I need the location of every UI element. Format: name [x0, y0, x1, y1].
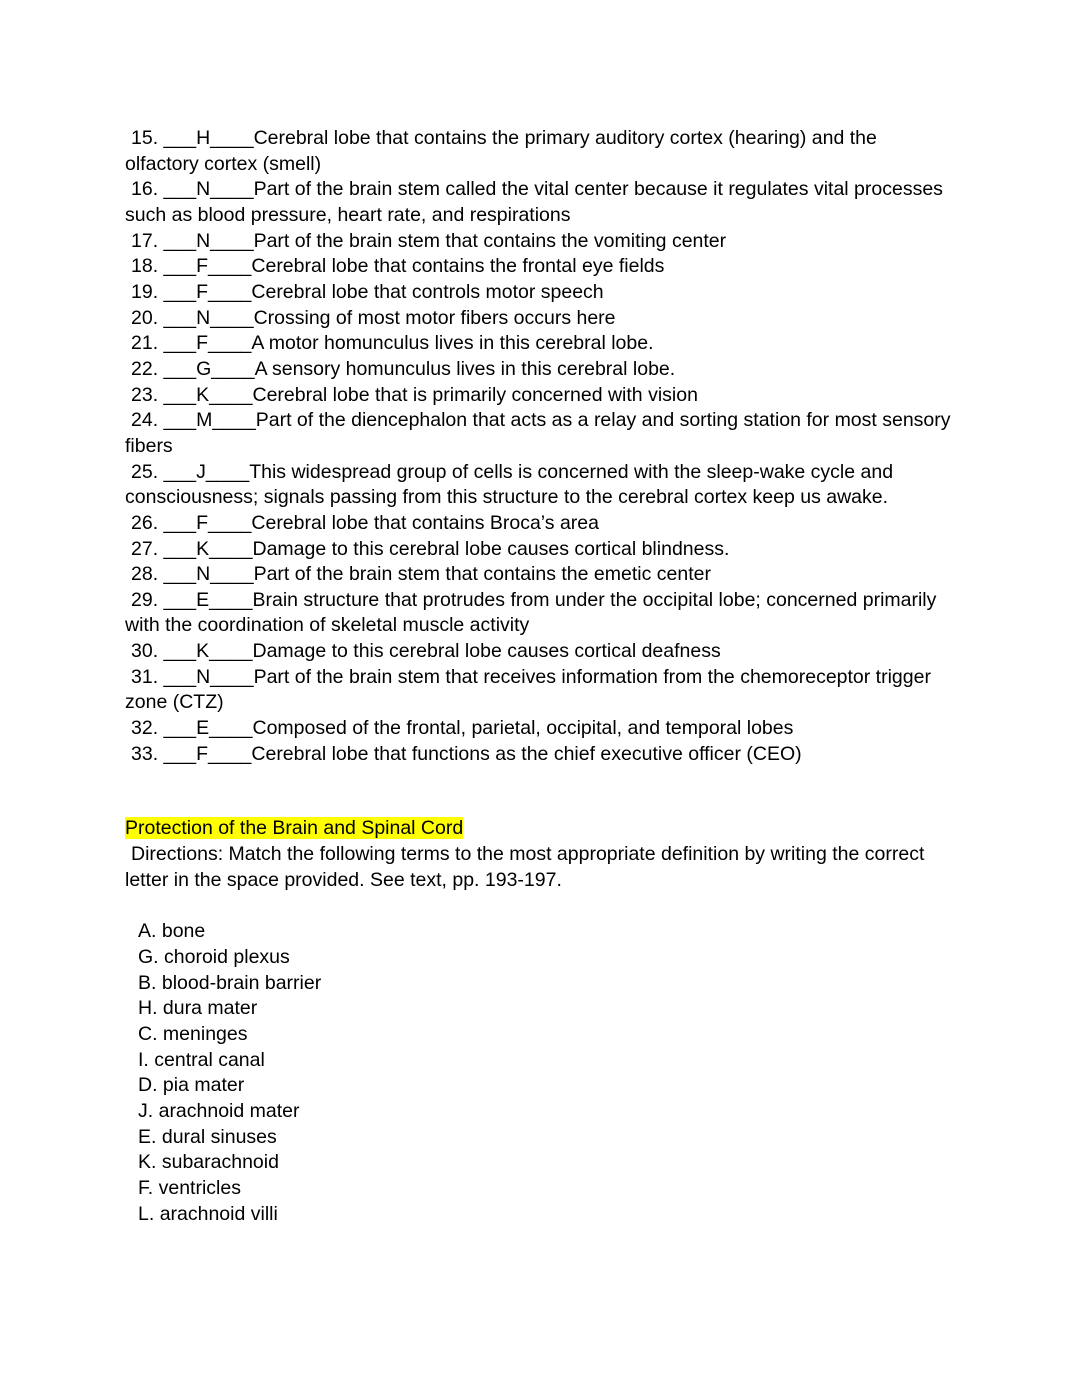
item-definition: Part of the brain stem that contains the emetic center: [253, 563, 711, 586]
answer-blank-before: ___: [163, 537, 197, 560]
answer-blank-after: ____: [208, 255, 252, 278]
term-text: bone: [161, 920, 206, 943]
item-number: 25.: [131, 460, 159, 483]
term-text: dura mater: [162, 997, 258, 1020]
answer-blank-after: ____: [209, 588, 253, 611]
item-number: 29.: [131, 588, 159, 611]
item-number: 22.: [131, 357, 159, 380]
answer-blank-before: ___: [163, 178, 197, 201]
item-number: 32.: [131, 717, 159, 740]
matching-item: [125, 665, 953, 716]
answer-letter: F: [196, 742, 208, 765]
term-item: [125, 971, 953, 997]
item-number: 15.: [131, 127, 159, 149]
matching-item: [125, 126, 953, 177]
matching-item: [125, 562, 953, 588]
item-number: 30.: [131, 640, 159, 663]
item-definition: Damage to this cerebral lobe causes cortical deafness: [252, 640, 721, 663]
term-letter: A.: [138, 920, 157, 943]
item-definition: Part of the brain stem that receives information from the chemoreceptor trigger zone (CTZ): [125, 665, 931, 714]
answer-blank-before: ___: [163, 280, 197, 303]
term-letter: H.: [138, 997, 158, 1020]
term-letter: I.: [138, 1048, 149, 1071]
answer-blank-before: ___: [163, 511, 197, 534]
item-definition: Cerebral lobe that is primarily concerned with vision: [252, 383, 698, 406]
term-item: [125, 1176, 953, 1202]
answer-blank-before: ___: [163, 588, 197, 611]
item-definition: Cerebral lobe that controls motor speech: [251, 280, 604, 303]
answer-letter: N: [196, 665, 211, 688]
answer-blank-before: ___: [163, 640, 197, 663]
term-letter: K.: [138, 1151, 157, 1174]
matching-item: [125, 716, 953, 742]
term-text: dural sinuses: [161, 1125, 277, 1148]
term-letter: C.: [138, 1023, 158, 1045]
item-definition: Cerebral lobe that contains the primary auditory cortex (hearing) and the olfactory cortex (smell): [125, 127, 877, 175]
answer-blank-before: ___: [163, 255, 197, 278]
answer-blank-after: ____: [209, 640, 253, 663]
term-letter: D.: [138, 1074, 158, 1097]
answer-letter: G: [196, 357, 212, 380]
answer-blank-before: ___: [163, 332, 197, 355]
term-item: [125, 945, 953, 971]
document-content: [125, 126, 953, 1227]
item-definition: Composed of the frontal, parietal, occipital, and temporal lobes: [252, 717, 794, 740]
term-item: [125, 1202, 953, 1228]
matching-item: [125, 331, 953, 357]
item-number: 17.: [131, 229, 159, 252]
item-definition: Crossing of most motor fibers occurs here: [253, 306, 616, 329]
answer-letter: K: [196, 640, 210, 663]
answer-letter: E: [196, 717, 210, 740]
answer-blank-after: ____: [211, 357, 255, 380]
answer-letter: F: [196, 511, 208, 534]
item-definition: Part of the diencephalon that acts as a relay and sorting station for most sensory fibers: [125, 409, 951, 457]
answer-blank-after: ____: [210, 563, 254, 586]
term-letter: L.: [138, 1202, 155, 1225]
term-item: [125, 1099, 953, 1125]
term-letter: E.: [138, 1125, 157, 1148]
answer-blank-after: ____: [210, 665, 254, 688]
term-letter: J.: [138, 1099, 154, 1122]
item-number: 21.: [131, 332, 159, 355]
matching-item: [125, 357, 953, 383]
terms-list: [125, 919, 953, 1227]
term-letter: B.: [138, 971, 157, 994]
item-number: 20.: [131, 306, 159, 329]
item-definition: This widespread group of cells is concerned with the sleep-wake cycle and consciousness; signals passing from this structure to the cerebral cortex keep us awake.: [125, 460, 894, 509]
answer-letter: N: [196, 563, 211, 586]
answer-letter: N: [196, 178, 211, 201]
term-item: [125, 1022, 953, 1048]
item-number: 18.: [131, 255, 159, 278]
answer-blank-before: ___: [163, 306, 197, 329]
term-text: central canal: [154, 1048, 265, 1071]
matching-item: [125, 229, 953, 255]
matching-item: [125, 588, 953, 639]
answer-blank-before: ___: [163, 563, 197, 586]
answer-letter: J: [196, 460, 206, 483]
answer-blank-after: ____: [210, 178, 254, 201]
answer-letter: F: [196, 255, 208, 278]
answer-blank-before: ___: [163, 460, 197, 483]
answer-letter: K: [196, 537, 210, 560]
item-number: 26.: [131, 511, 159, 534]
term-text: arachnoid mater: [158, 1099, 300, 1122]
term-item: [125, 919, 953, 945]
item-definition: Part of the brain stem that contains the vomiting center: [253, 229, 727, 252]
term-item: [125, 996, 953, 1022]
term-item: [125, 1150, 953, 1176]
answer-letter: K: [196, 383, 210, 406]
item-number: 16.: [131, 178, 159, 201]
answer-letter: F: [196, 280, 208, 303]
answer-blank-before: ___: [163, 409, 197, 432]
term-item: [125, 1073, 953, 1099]
item-definition: Cerebral lobe that contains the frontal eye fields: [251, 255, 665, 278]
answer-blank-after: ____: [210, 229, 254, 252]
answer-blank-before: ___: [163, 229, 197, 252]
answer-blank-before: ___: [163, 127, 197, 149]
answer-letter: F: [196, 332, 208, 355]
term-text: meninges: [162, 1023, 248, 1045]
item-number: 33.: [131, 742, 159, 765]
item-definition: A sensory homunculus lives in this cerebral lobe.: [254, 357, 676, 380]
term-text: blood-brain barrier: [161, 971, 322, 994]
answer-blank-after: ____: [210, 127, 254, 149]
answer-blank-before: ___: [163, 665, 197, 688]
item-number: 28.: [131, 563, 159, 586]
section-directions: Directions: Match the following terms to the most appropriate definition by writing the correct letter in the space provided. See text, pp. 193-197.: [125, 843, 925, 891]
item-number: 19.: [131, 280, 159, 303]
answer-blank-after: ____: [208, 332, 252, 355]
item-number: 31.: [131, 665, 159, 688]
matching-item: [125, 306, 953, 332]
matching-item: [125, 177, 953, 228]
item-definition: Cerebral lobe that contains Broca’s area: [251, 511, 599, 534]
answer-blank-after: ____: [205, 460, 250, 483]
matching-items-list: [125, 126, 953, 767]
answer-letter: N: [196, 306, 211, 329]
term-item: [125, 1125, 953, 1151]
item-definition: A motor homunculus lives in this cerebral lobe.: [251, 332, 654, 355]
answer-blank-after: ____: [208, 511, 252, 534]
matching-item: [125, 511, 953, 537]
answer-blank-before: ___: [163, 742, 197, 765]
answer-blank-before: ___: [163, 383, 197, 406]
answer-letter: M: [196, 409, 213, 432]
answer-blank-after: ____: [212, 409, 256, 432]
matching-item: [125, 383, 953, 409]
section-heading: [125, 816, 953, 842]
item-number: 24.: [131, 409, 159, 432]
answer-blank-before: ___: [163, 357, 197, 380]
matching-item: [125, 254, 953, 280]
term-text: subarachnoid: [161, 1151, 279, 1174]
matching-item: [125, 280, 953, 306]
term-item: [125, 1048, 953, 1074]
term-text: pia mater: [162, 1074, 245, 1097]
term-text: choroid plexus: [164, 946, 290, 969]
answer-blank-after: ____: [210, 306, 254, 329]
item-definition: Damage to this cerebral lobe causes cortical blindness.: [252, 537, 730, 560]
term-text: ventricles: [158, 1176, 241, 1199]
item-number: 27.: [131, 537, 159, 560]
item-number: 23.: [131, 383, 159, 406]
answer-letter: N: [196, 229, 211, 252]
matching-item: [125, 742, 953, 768]
answer-blank-after: ____: [208, 742, 252, 765]
matching-item: [125, 408, 953, 459]
item-definition: Brain structure that protrudes from under the occipital lobe; concerned primarily with the coordination of skeletal muscle activity: [125, 588, 937, 637]
matching-item: [125, 460, 953, 511]
term-text: arachnoid villi: [159, 1202, 278, 1225]
answer-blank-before: ___: [163, 717, 197, 740]
item-definition: Cerebral lobe that functions as the chief executive officer (CEO): [251, 742, 802, 765]
matching-item: [125, 639, 953, 665]
answer-blank-after: ____: [209, 717, 253, 740]
answer-blank-after: ____: [209, 537, 253, 560]
answer-blank-after: ____: [209, 383, 253, 406]
answer-letter: E: [196, 588, 210, 611]
answer-blank-after: ____: [208, 280, 252, 303]
highlighted-heading: Protection of the Brain and Spinal Cord: [125, 817, 464, 840]
matching-item: [125, 537, 953, 563]
answer-letter: H: [196, 127, 211, 149]
term-letter: G.: [138, 946, 159, 969]
item-definition: Part of the brain stem called the vital center because it regulates vital processes such as blood pressure, heart rate, and respirations: [125, 178, 943, 226]
term-letter: F.: [138, 1176, 154, 1199]
